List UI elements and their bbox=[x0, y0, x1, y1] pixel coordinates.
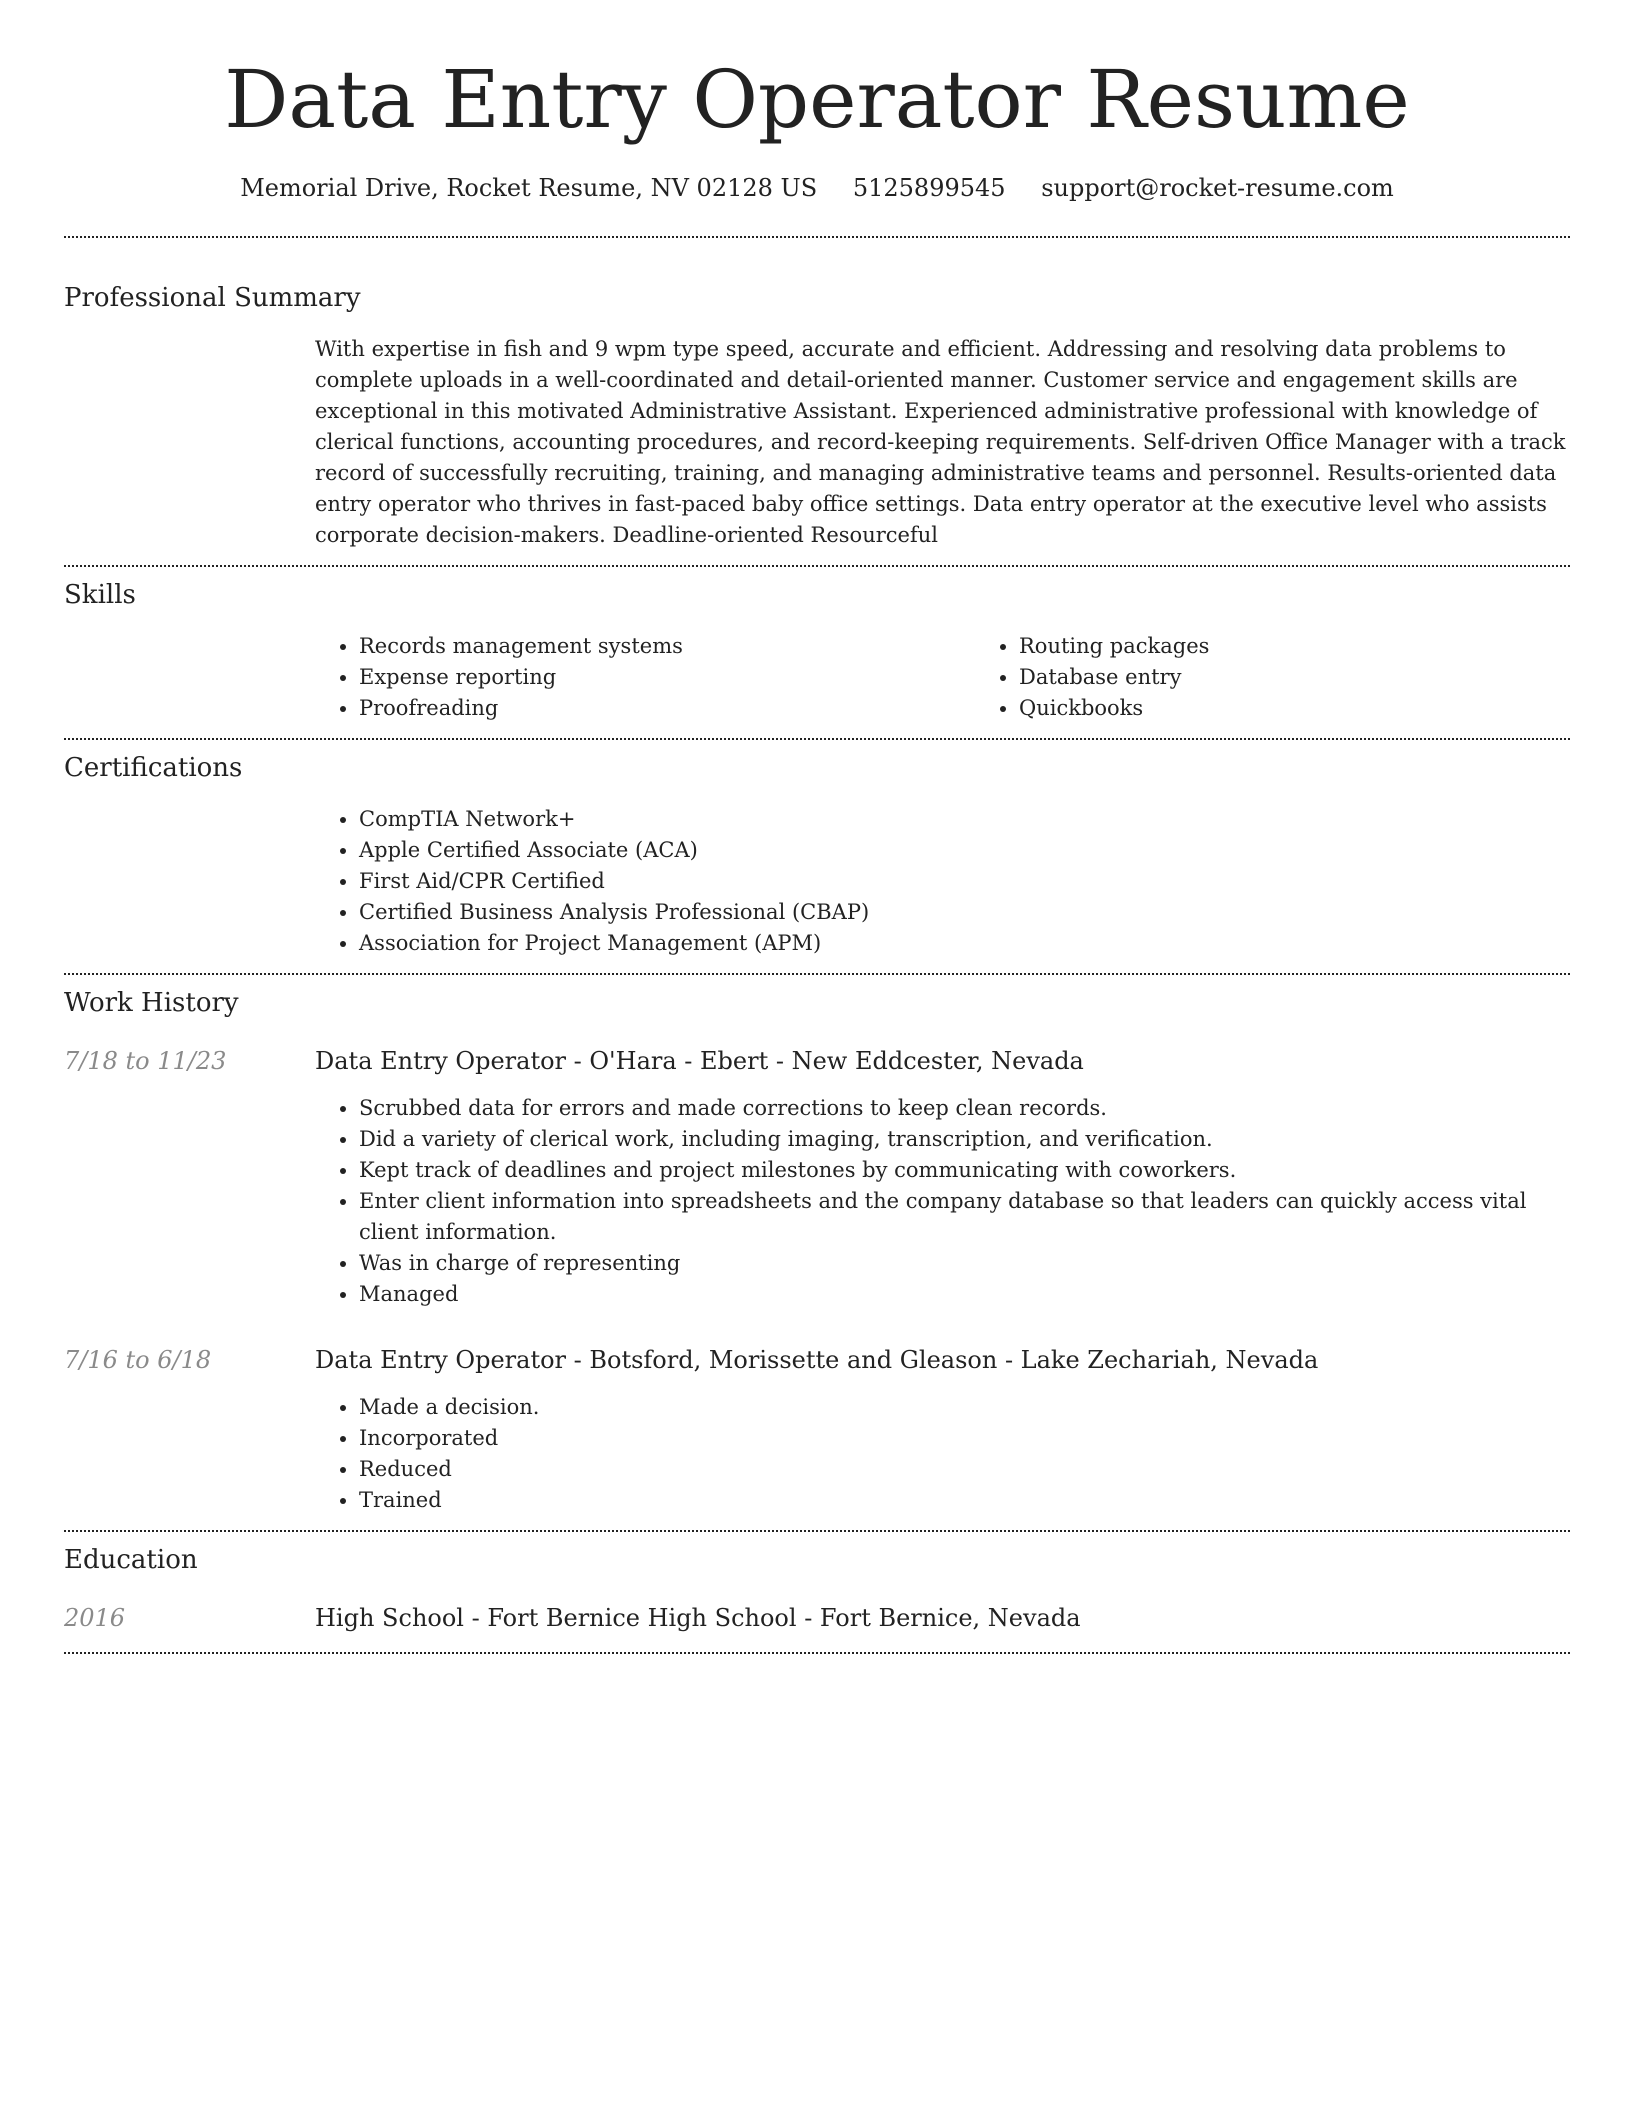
skills-row bbox=[64, 631, 1570, 724]
summary-text: With expertise in fish and 9 wpm type speed, accurate and efficient. Addressing and resolving data problems to complete uploads in a well-coordinated and detail-oriented manner. Customer service and engagement skills are exceptional in this motivated Administrative Assistant. Experienced administrative professional with knowledge of clerical functions, accounting procedures, and record-keeping requirements. Self-driven Office Manager with a track record of successfully recruiting, training, and managing administrative teams and personnel. Results-oriented data entry operator who thrives in fast-paced baby office settings. Data entry operator at the executive level who assists corporate decision-makers. Deadline-oriented Resourceful bbox=[315, 337, 1566, 547]
certifications-list bbox=[315, 804, 1570, 959]
certification-item: • Apple Certified Associate (ACA) bbox=[359, 835, 1570, 866]
education-title: High School - Fort Bernice High School - Fort Bernice, Nevada bbox=[315, 1604, 1081, 1632]
contact-address: Memorial Drive, Rocket Resume, NV 02128 US bbox=[240, 174, 818, 202]
skills-list-left bbox=[315, 631, 975, 724]
job-bullet: • Made a decision. bbox=[359, 1392, 1570, 1423]
job-bullet: • Reduced bbox=[359, 1454, 1570, 1485]
skill-item: • Quickbooks bbox=[1019, 693, 1632, 724]
education-section bbox=[64, 1544, 1570, 1634]
certification-item: • First Aid/CPR Certified bbox=[359, 866, 1570, 897]
divider bbox=[64, 1652, 1570, 1654]
job-title: Data Entry Operator - O'Hara - Ebert - New Eddcester, Nevada bbox=[315, 1047, 1084, 1075]
contact-email: support@rocket-resume.com bbox=[1041, 174, 1394, 202]
divider bbox=[64, 236, 1570, 238]
work-section bbox=[64, 987, 1570, 1516]
job-bullet: • Incorporated bbox=[359, 1423, 1570, 1454]
certifications-row bbox=[64, 804, 1570, 959]
job-bullet: • Enter client information into spreadsheets and the company database so that leaders can quickly access vital client information. bbox=[359, 1186, 1570, 1248]
certification-item: • Association for Project Management (APM) bbox=[359, 928, 1570, 959]
resume-page bbox=[64, 0, 1570, 1654]
skills-grid bbox=[315, 631, 1632, 724]
contact-phone: 5125899545 bbox=[852, 174, 1006, 202]
contact-line bbox=[64, 172, 1570, 204]
job-bullet: • Managed bbox=[359, 1279, 1570, 1310]
job-bullets bbox=[315, 1093, 1570, 1310]
skill-item: • Database entry bbox=[1019, 662, 1632, 693]
divider bbox=[64, 738, 1570, 740]
job-bullet: • Was in charge of representing bbox=[359, 1248, 1570, 1279]
resume-title: Data Entry Operator Resume bbox=[224, 53, 1410, 146]
skill-item: • Proofreading bbox=[359, 693, 975, 724]
divider bbox=[64, 1530, 1570, 1532]
education-heading: Education bbox=[64, 1545, 198, 1575]
skills-heading: Skills bbox=[64, 580, 136, 610]
skills-list-right bbox=[975, 631, 1632, 724]
job-title: Data Entry Operator - Botsford, Morissette and Gleason - Lake Zechariah, Nevada bbox=[315, 1346, 1319, 1374]
skill-item: • Routing packages bbox=[1019, 631, 1632, 662]
job-bullet: • Trained bbox=[359, 1485, 1570, 1516]
job-bullets bbox=[315, 1392, 1570, 1516]
job-entry bbox=[64, 1045, 1570, 1310]
skills-section bbox=[64, 579, 1570, 724]
education-entry bbox=[64, 1602, 1570, 1634]
job-dates: 7/18 to 11/23 bbox=[64, 1047, 227, 1075]
summary-section bbox=[64, 282, 1570, 551]
skill-item: • Records management systems bbox=[359, 631, 975, 662]
job-entry bbox=[64, 1344, 1570, 1516]
certification-item: • CompTIA Network+ bbox=[359, 804, 1570, 835]
skill-item: • Expense reporting bbox=[359, 662, 975, 693]
certification-item: • Certified Business Analysis Professional (CBAP) bbox=[359, 897, 1570, 928]
job-dates: 7/16 to 6/18 bbox=[64, 1346, 212, 1374]
job-bullet: • Did a variety of clerical work, including imaging, transcription, and verification. bbox=[359, 1124, 1570, 1155]
education-year: 2016 bbox=[64, 1604, 126, 1632]
summary-heading: Professional Summary bbox=[64, 283, 361, 313]
certifications-heading: Certifications bbox=[64, 753, 243, 783]
divider bbox=[64, 565, 1570, 567]
summary-row bbox=[64, 334, 1570, 551]
certifications-section bbox=[64, 752, 1570, 959]
divider bbox=[64, 973, 1570, 975]
job-bullet: • Scrubbed data for errors and made corrections to keep clean records. bbox=[359, 1093, 1570, 1124]
job-bullet: • Kept track of deadlines and project milestones by communicating with coworkers. bbox=[359, 1155, 1570, 1186]
work-heading: Work History bbox=[64, 988, 239, 1018]
